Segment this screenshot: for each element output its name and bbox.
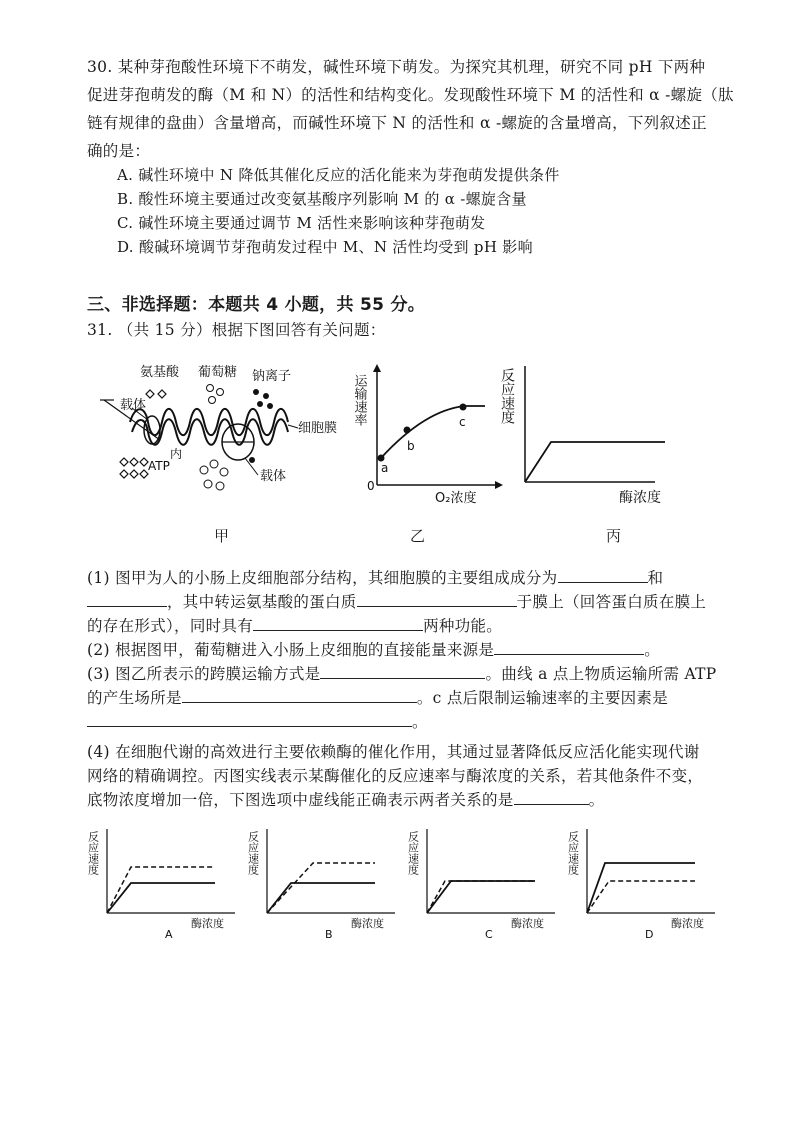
answer-blank-6[interactable]	[320, 664, 485, 679]
y-label-rate: 运输速率	[351, 374, 367, 426]
p1-line-3	[87, 614, 502, 636]
caption-jia: 甲	[214, 527, 230, 545]
p4-line-1: (4) 在细胞代谢的高效进行主要依赖酶的催化作用，其通过显著降低反应活化能实现代谢	[87, 743, 700, 761]
p2-line	[87, 638, 660, 660]
option-d-xlabel: 酶浓度	[671, 917, 704, 930]
option-a-letter: A	[165, 928, 173, 940]
glucose-dot	[207, 385, 214, 392]
glucose-dot	[200, 466, 208, 474]
answer-blank-4[interactable]	[253, 616, 423, 631]
p2-text: (2) 根据图甲，葡萄糖进入小肠上皮细胞的直接能量来源是	[87, 641, 495, 659]
figure-bing	[495, 360, 695, 510]
label-c: c	[459, 415, 466, 429]
q30-option-c: C. 碱性环境主要通过调节 M 活性来影响该种芽孢萌发	[117, 214, 486, 232]
label-sodium: 钠离子	[252, 369, 292, 384]
caption-bing: 丙	[606, 527, 622, 545]
q31-intro: 31. （共 15 分）根据下图回答有关问题：	[87, 321, 386, 339]
label-carrier-1: 载体	[120, 398, 147, 413]
q30-line-1: 30. 某种芽孢酸性环境下不萌发，碱性环境下萌发。为探究其机理，研究不同 pH 下两种	[87, 58, 706, 76]
p3-text-3: 的产生场所是	[87, 689, 182, 707]
p3-end: 。	[412, 713, 428, 731]
sodium-dot	[257, 401, 263, 407]
solid-curve	[107, 883, 215, 913]
q30-line-2: 促进芽孢萌发的酶（M 和 N）的活性和结构变化。发现酸性环境下 M 的活性和 α -螺旋（肽	[87, 86, 734, 104]
section-heading: 三、非选择题：本题共 4 小题，共 55 分。	[87, 295, 426, 315]
solid-curve	[427, 881, 535, 913]
caption-yi: 乙	[410, 527, 426, 545]
label-b: b	[407, 439, 415, 453]
p1-line-2	[87, 590, 706, 612]
p3-line-2	[87, 686, 668, 708]
glucose-dot	[210, 460, 218, 468]
label-atp: ATP	[148, 459, 170, 473]
figure-yi	[345, 360, 505, 510]
x-label-enzyme: 酶浓度	[619, 490, 661, 506]
rate-curve	[525, 442, 665, 482]
option-a-ylabel: 反应速度	[86, 831, 100, 875]
membrane-pointer	[288, 425, 298, 428]
option-a-xlabel: 酶浓度	[191, 917, 224, 930]
option-b-graph[interactable]	[245, 825, 405, 940]
option-b-xlabel: 酶浓度	[351, 917, 384, 930]
q30-option-d: D. 酸碱环境调节芽孢萌发过程中 M、N 活性均受到 pH 影响	[117, 238, 533, 256]
point-c	[460, 404, 467, 411]
label-a: a	[381, 461, 389, 475]
answer-blank-5[interactable]	[494, 640, 644, 655]
p3-line-3	[87, 710, 428, 732]
dashed-curve	[267, 863, 375, 913]
p1-text-2: 和	[647, 569, 664, 587]
solid-curve	[267, 883, 375, 913]
dashed-curve	[427, 881, 535, 913]
glucose-dot	[217, 389, 224, 396]
p1-text-6: 两种功能。	[423, 617, 503, 635]
figure-jia	[90, 360, 340, 500]
solid-curve	[587, 863, 695, 913]
p3-text-4: 。c 点后限制运输速率的主要因素是	[416, 689, 669, 707]
x-label-o2: O₂浓度	[435, 491, 477, 506]
option-c-ylabel: 反应速度	[406, 831, 420, 875]
option-b-letter: B	[325, 928, 333, 940]
answer-blank-7[interactable]	[182, 688, 417, 703]
origin-label: 0	[367, 479, 375, 493]
q30-option-a: A. 碱性环境中 N 降低其催化反应的活化能来为芽孢萌发提供条件	[117, 166, 560, 184]
option-c-graph[interactable]	[405, 825, 565, 940]
option-c-letter: C	[485, 928, 493, 940]
p2-end: 。	[644, 641, 661, 659]
p3-text-2: 。曲线 a 点上物质运输所需 ATP	[485, 665, 717, 683]
q30-option-b: B. 酸性环境主要通过改变氨基酸序列影响 M 的 α -螺旋含量	[117, 190, 527, 208]
answer-blank-8[interactable]	[87, 712, 412, 727]
dashed-curve	[107, 867, 215, 913]
y-label-speed: 反应速度	[499, 368, 515, 424]
point-b	[404, 427, 411, 434]
p4-text: 底物浓度增加一倍，下图选项中虚线能正确表示两者关系的是	[87, 791, 514, 809]
p4-line-3	[87, 788, 604, 810]
sodium-dot	[267, 403, 273, 409]
option-b-ylabel: 反应速度	[246, 831, 260, 875]
glucose-dot	[204, 480, 212, 488]
q30-line-4: 确的是：	[87, 142, 151, 160]
option-a-graph[interactable]	[85, 825, 245, 940]
answer-blank-3[interactable]	[357, 592, 517, 607]
sodium-dot	[253, 389, 259, 395]
label-glucose: 葡萄糖	[198, 365, 238, 380]
option-d-letter: D	[645, 928, 654, 940]
p4-line-2: 网络的精确调控。丙图实线表示某酶催化的反应速率与酶浓度的关系，若其他条件不变，	[87, 767, 704, 785]
answer-blank-2[interactable]	[87, 592, 167, 607]
p3-text-1: (3) 图乙所表示的跨膜运输方式是	[87, 665, 321, 683]
answer-blank-9[interactable]	[514, 790, 589, 805]
option-c-xlabel: 酶浓度	[511, 917, 544, 930]
p1-text-1: (1) 图甲为人的小肠上皮细胞部分结构，其细胞膜的主要组成成分为	[87, 569, 558, 587]
membrane-inner	[132, 419, 288, 445]
q30-line-3: 链有规律的盘曲）含量增高，而碱性环境下 N 的活性和 α -螺旋的含量增高，下列叙述正	[87, 114, 707, 132]
glucose-dot	[209, 397, 216, 404]
membrane-outer	[130, 409, 288, 435]
glucose-dot	[216, 482, 224, 490]
label-membrane: 细胞膜	[298, 421, 338, 436]
glucose-dot	[220, 468, 228, 476]
p1-text-3: ，其中转运氨基酸的蛋白质	[167, 593, 357, 611]
option-d-ylabel: 反应速度	[566, 831, 580, 875]
p1-line-1	[87, 566, 663, 588]
label-amino-acid: 氨基酸	[140, 365, 180, 380]
dashed-curve	[587, 881, 695, 913]
sodium-dot	[249, 457, 255, 463]
option-d-graph[interactable]	[565, 825, 725, 940]
sodium-dot	[263, 393, 269, 399]
transport-curve	[381, 406, 485, 458]
p1-text-5: 的存在形式），同时具有	[87, 617, 254, 635]
p1-text-4: 于膜上（回答蛋白质在膜上	[516, 593, 707, 611]
label-inner: 内	[170, 447, 183, 461]
label-carrier-2: 载体	[260, 469, 287, 484]
y-arrow	[373, 364, 381, 372]
p3-line-1	[87, 662, 717, 684]
p4-end: 。	[588, 791, 605, 809]
answer-blank-1[interactable]	[558, 568, 648, 583]
